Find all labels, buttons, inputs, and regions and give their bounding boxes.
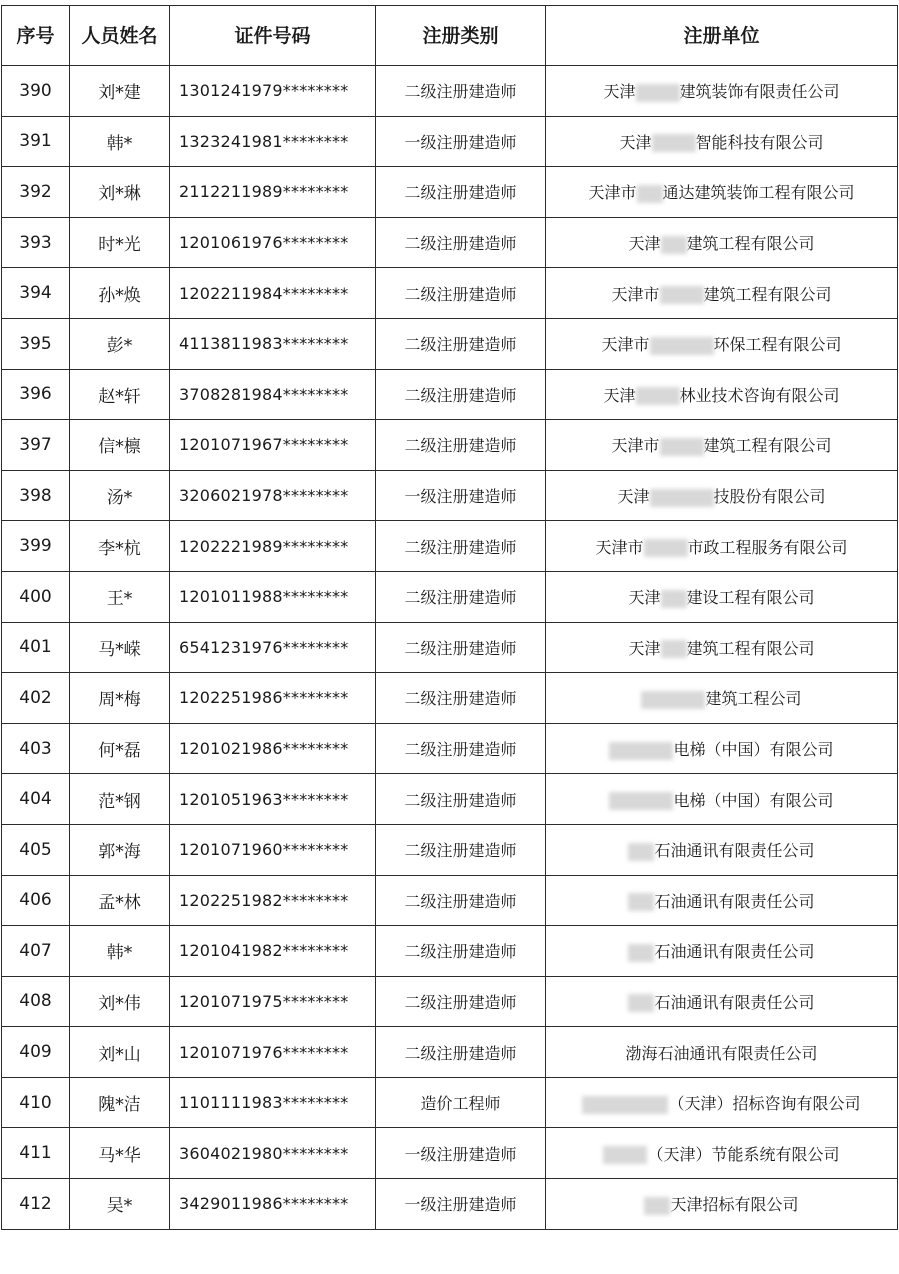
table-row (2, 1179, 898, 1230)
row-category: 二级注册建造师 (376, 723, 546, 774)
row-unit (546, 369, 898, 420)
row-name: 郭*海 (70, 824, 170, 875)
redaction-mask (628, 843, 654, 861)
row-id-number: 1202251986******** (170, 673, 376, 724)
redaction-mask (636, 84, 680, 102)
redaction-mask (603, 1146, 647, 1164)
row-unit (546, 875, 898, 926)
redaction-mask (660, 438, 704, 456)
row-name: 孙*焕 (70, 268, 170, 319)
redaction-mask (652, 134, 696, 152)
row-seq: 405 (2, 824, 70, 875)
row-seq: 390 (2, 66, 70, 117)
row-name: 王* (70, 571, 170, 622)
table-row (2, 1077, 898, 1128)
row-unit (546, 66, 898, 117)
header-name: 人员姓名 (70, 6, 170, 66)
unit-suffix: 建筑工程有限公司 (703, 436, 832, 456)
table-row (2, 723, 898, 774)
registration-table-sheet (0, 5, 899, 1230)
row-id-number: 6541231976******** (170, 622, 376, 673)
unit-suffix: 智能科技有限公司 (695, 132, 824, 152)
table-row (2, 875, 898, 926)
row-seq: 401 (2, 622, 70, 673)
row-category: 二级注册建造师 (376, 66, 546, 117)
unit-prefix: 天津市 (601, 335, 650, 355)
unit-suffix: （天津）招标咨询有限公司 (668, 1094, 861, 1114)
row-name: 何*磊 (70, 723, 170, 774)
row-seq: 403 (2, 723, 70, 774)
unit-suffix: 石油通讯有限责任公司 (654, 891, 815, 911)
row-unit (546, 622, 898, 673)
row-category: 造价工程师 (376, 1077, 546, 1128)
unit-suffix: 市政工程服务有限公司 (687, 537, 848, 557)
row-name: 周*梅 (70, 673, 170, 724)
registration-table (1, 5, 898, 1230)
row-category: 一级注册建造师 (376, 1179, 546, 1230)
row-category: 一级注册建造师 (376, 116, 546, 167)
row-id-number: 3604021980******** (170, 1128, 376, 1179)
row-name: 彭* (70, 318, 170, 369)
row-category: 二级注册建造师 (376, 976, 546, 1027)
row-name: 刘*建 (70, 66, 170, 117)
row-name: 赵*轩 (70, 369, 170, 420)
row-seq: 397 (2, 420, 70, 471)
redaction-mask (661, 590, 687, 608)
header-unit: 注册单位 (546, 6, 898, 66)
row-unit (546, 824, 898, 875)
redaction-mask (661, 640, 687, 658)
row-unit (546, 167, 898, 218)
unit-suffix: 建筑工程公司 (705, 689, 802, 709)
row-seq: 392 (2, 167, 70, 218)
row-unit (546, 976, 898, 1027)
row-unit (546, 470, 898, 521)
row-id-number: 1202221989******** (170, 521, 376, 572)
row-id-number: 1201071967******** (170, 420, 376, 471)
unit-suffix: （天津）节能系统有限公司 (647, 1144, 840, 1164)
redaction-mask (641, 691, 705, 709)
row-id-number: 2112211989******** (170, 167, 376, 218)
redaction-mask (582, 1096, 668, 1114)
row-name: 马*华 (70, 1128, 170, 1179)
unit-prefix: 天津 (603, 82, 636, 102)
row-unit (546, 571, 898, 622)
table-row (2, 470, 898, 521)
row-id-number: 1201061976******** (170, 217, 376, 268)
unit-suffix: 电梯（中国）有限公司 (673, 740, 834, 760)
row-name: 刘*琳 (70, 167, 170, 218)
table-row (2, 824, 898, 875)
row-category: 二级注册建造师 (376, 1027, 546, 1078)
row-unit (546, 217, 898, 268)
row-unit (546, 116, 898, 167)
row-category: 二级注册建造师 (376, 926, 546, 977)
row-id-number: 1201021986******** (170, 723, 376, 774)
row-seq: 407 (2, 926, 70, 977)
row-name: 孟*林 (70, 875, 170, 926)
unit-suffix: 通达建筑装饰工程有限公司 (662, 183, 855, 203)
header-seq: 序号 (2, 6, 70, 66)
redaction-mask (660, 286, 704, 304)
unit-prefix: 渤海 (625, 1043, 658, 1063)
row-name: 信*檩 (70, 420, 170, 471)
unit-prefix: 天津 (628, 588, 661, 608)
unit-suffix: 林业技术咨询有限公司 (679, 385, 840, 405)
table-header (2, 6, 898, 66)
row-name: 汤* (70, 470, 170, 521)
row-id-number: 1301241979******** (170, 66, 376, 117)
row-category: 二级注册建造师 (376, 673, 546, 724)
row-seq: 400 (2, 571, 70, 622)
row-seq: 409 (2, 1027, 70, 1078)
row-unit (546, 723, 898, 774)
row-category: 二级注册建造师 (376, 167, 546, 218)
row-seq: 399 (2, 521, 70, 572)
row-name: 范*钢 (70, 774, 170, 825)
unit-prefix: 天津市 (588, 183, 637, 203)
table-row (2, 369, 898, 420)
unit-suffix: 天津招标有限公司 (670, 1195, 799, 1215)
row-id-number: 3206021978******** (170, 470, 376, 521)
row-id-number: 1201071976******** (170, 1027, 376, 1078)
unit-suffix: 建设工程有限公司 (686, 588, 815, 608)
row-seq: 396 (2, 369, 70, 420)
row-seq: 402 (2, 673, 70, 724)
table-row (2, 217, 898, 268)
table-row (2, 673, 898, 724)
row-seq: 411 (2, 1128, 70, 1179)
table-row (2, 926, 898, 977)
redaction-mask (628, 994, 654, 1012)
unit-suffix: 技股份有限公司 (713, 487, 826, 507)
row-seq: 398 (2, 470, 70, 521)
row-category: 二级注册建造师 (376, 521, 546, 572)
row-seq: 408 (2, 976, 70, 1027)
table-row (2, 976, 898, 1027)
row-name: 韩* (70, 116, 170, 167)
row-seq: 395 (2, 318, 70, 369)
row-seq: 412 (2, 1179, 70, 1230)
unit-prefix: 天津市 (611, 284, 660, 304)
table-row (2, 1128, 898, 1179)
unit-suffix: 石油通讯有限责任公司 (654, 841, 815, 861)
row-name: 李*杭 (70, 521, 170, 572)
row-category: 二级注册建造师 (376, 369, 546, 420)
unit-suffix: 建筑工程有限公司 (686, 234, 815, 254)
row-seq: 410 (2, 1077, 70, 1128)
row-seq: 394 (2, 268, 70, 319)
row-name: 马*嵘 (70, 622, 170, 673)
row-unit (546, 318, 898, 369)
row-category: 二级注册建造师 (376, 875, 546, 926)
redaction-mask (628, 944, 654, 962)
row-unit (546, 1027, 898, 1078)
row-id-number: 1202251982******** (170, 875, 376, 926)
row-category: 二级注册建造师 (376, 318, 546, 369)
row-seq: 404 (2, 774, 70, 825)
row-id-number: 1101111983******** (170, 1077, 376, 1128)
row-seq: 393 (2, 217, 70, 268)
redaction-mask (609, 792, 673, 810)
unit-suffix: 电梯（中国）有限公司 (673, 790, 834, 810)
row-unit (546, 774, 898, 825)
unit-prefix: 天津 (619, 132, 652, 152)
row-category: 二级注册建造师 (376, 217, 546, 268)
table-row (2, 66, 898, 117)
unit-prefix: 天津市 (611, 436, 660, 456)
redaction-mask (644, 539, 688, 557)
row-id-number: 1201071975******** (170, 976, 376, 1027)
unit-suffix: 环保工程有限公司 (713, 335, 842, 355)
row-name: 吴* (70, 1179, 170, 1230)
row-category: 二级注册建造师 (376, 774, 546, 825)
unit-suffix: 石油通讯有限责任公司 (657, 1043, 818, 1063)
redaction-mask (644, 1197, 670, 1215)
row-seq: 406 (2, 875, 70, 926)
table-row (2, 268, 898, 319)
table-body (2, 66, 898, 1230)
row-id-number: 3708281984******** (170, 369, 376, 420)
row-seq: 391 (2, 116, 70, 167)
header-id: 证件号码 (170, 6, 376, 66)
redaction-mask (609, 742, 673, 760)
redaction-mask (650, 337, 714, 355)
row-unit (546, 673, 898, 724)
row-id-number: 1201011988******** (170, 571, 376, 622)
row-category: 一级注册建造师 (376, 1128, 546, 1179)
row-name: 隗*洁 (70, 1077, 170, 1128)
unit-prefix: 天津市 (595, 537, 644, 557)
unit-prefix: 天津 (628, 638, 661, 658)
row-id-number: 3429011986******** (170, 1179, 376, 1230)
row-id-number: 4113811983******** (170, 318, 376, 369)
row-category: 二级注册建造师 (376, 420, 546, 471)
table-row (2, 774, 898, 825)
unit-suffix: 建筑工程有限公司 (703, 284, 832, 304)
row-name: 刘*伟 (70, 976, 170, 1027)
row-category: 二级注册建造师 (376, 824, 546, 875)
header-category: 注册类别 (376, 6, 546, 66)
unit-prefix: 天津 (617, 487, 650, 507)
row-category: 二级注册建造师 (376, 268, 546, 319)
table-row (2, 521, 898, 572)
row-name: 刘*山 (70, 1027, 170, 1078)
unit-prefix: 天津 (603, 385, 636, 405)
row-category: 二级注册建造师 (376, 571, 546, 622)
redaction-mask (628, 893, 654, 911)
table-row (2, 1027, 898, 1078)
row-unit (546, 1077, 898, 1128)
unit-suffix: 石油通讯有限责任公司 (654, 942, 815, 962)
row-name: 时*光 (70, 217, 170, 268)
row-unit (546, 1128, 898, 1179)
table-row (2, 622, 898, 673)
unit-suffix: 建筑工程有限公司 (686, 638, 815, 658)
row-id-number: 1202211984******** (170, 268, 376, 319)
row-id-number: 1201041982******** (170, 926, 376, 977)
table-row (2, 571, 898, 622)
row-id-number: 1201071960******** (170, 824, 376, 875)
row-category: 一级注册建造师 (376, 470, 546, 521)
table-row (2, 167, 898, 218)
redaction-mask (661, 236, 687, 254)
row-unit (546, 420, 898, 471)
row-id-number: 1201051963******** (170, 774, 376, 825)
table-row (2, 116, 898, 167)
redaction-mask (637, 185, 663, 203)
row-unit (546, 1179, 898, 1230)
header-row (2, 6, 898, 66)
table-row (2, 420, 898, 471)
redaction-mask (650, 489, 714, 507)
row-unit (546, 268, 898, 319)
unit-suffix: 石油通讯有限责任公司 (654, 992, 815, 1012)
row-name: 韩* (70, 926, 170, 977)
redaction-mask (636, 387, 680, 405)
unit-suffix: 建筑装饰有限责任公司 (679, 82, 840, 102)
row-unit (546, 926, 898, 977)
row-id-number: 1323241981******** (170, 116, 376, 167)
row-unit (546, 521, 898, 572)
table-row (2, 318, 898, 369)
row-category: 二级注册建造师 (376, 622, 546, 673)
unit-prefix: 天津 (628, 234, 661, 254)
